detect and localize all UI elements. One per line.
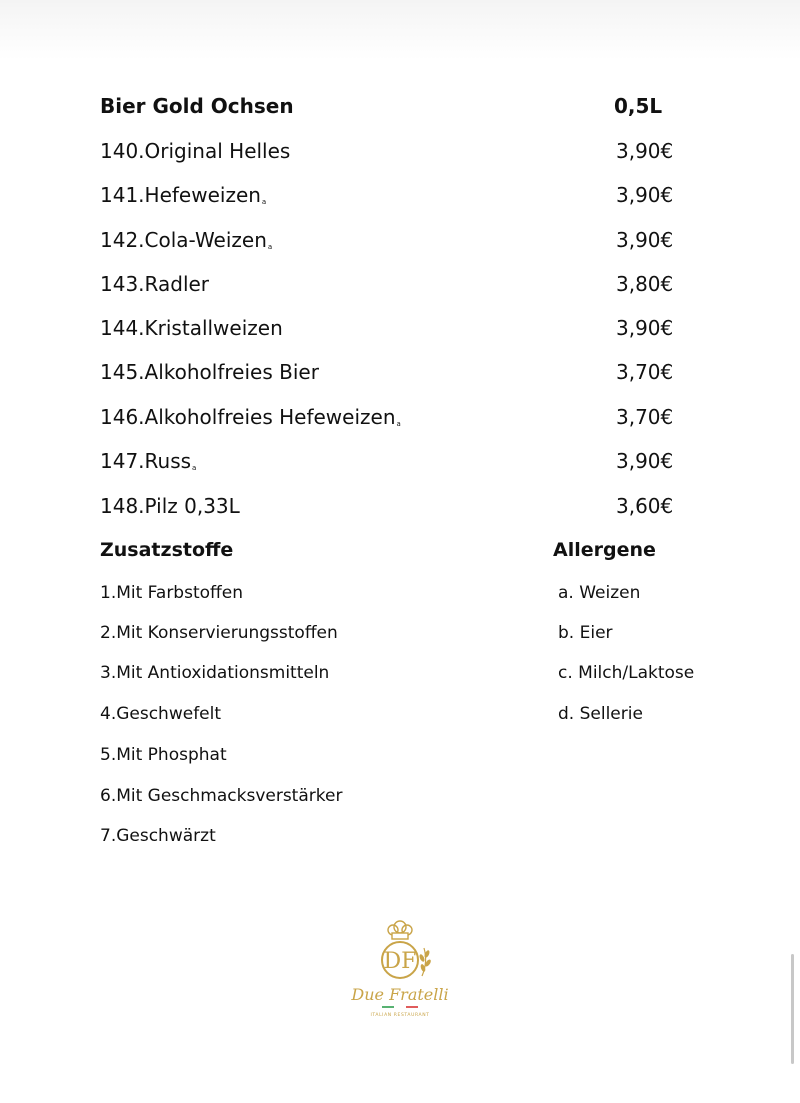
item-price: 3,90€ bbox=[616, 316, 674, 340]
menu-item bbox=[100, 183, 680, 213]
menu-item bbox=[100, 360, 680, 390]
section-size-label: 0,5L bbox=[614, 94, 663, 118]
item-name: 143.Radler bbox=[100, 272, 210, 296]
menu-item bbox=[100, 449, 680, 479]
item-price: 3,70€ bbox=[616, 360, 674, 384]
allergen-mark: a bbox=[267, 243, 273, 251]
scrollbar[interactable] bbox=[791, 954, 794, 1064]
item-price: 3,80€ bbox=[616, 272, 674, 296]
item-name: 147.Russa bbox=[100, 449, 197, 473]
menu-item bbox=[100, 494, 680, 524]
top-shade bbox=[0, 0, 800, 60]
additive-item: 6.Mit Geschmacksverstärker bbox=[100, 786, 343, 806]
additive-item: 1.Mit Farbstoffen bbox=[100, 583, 243, 603]
item-name: 148.Pilz 0,33L bbox=[100, 494, 240, 518]
item-name: 140.Original Helles bbox=[100, 139, 291, 163]
item-price: 3,90€ bbox=[616, 449, 674, 473]
item-name: 141.Hefeweizena bbox=[100, 183, 267, 207]
logo-name: Due Fratelli bbox=[351, 985, 449, 1004]
restaurant-logo bbox=[348, 918, 452, 1026]
allergen-mark: a bbox=[396, 420, 401, 428]
additive-item: 2.Mit Konservierungsstoffen bbox=[100, 623, 338, 643]
allergen-mark: a bbox=[261, 198, 267, 206]
chef-hat-icon bbox=[388, 921, 412, 939]
olive-branch-icon bbox=[418, 948, 431, 976]
allergen-item: b. Eier bbox=[558, 623, 613, 643]
additive-item: 5.Mit Phosphat bbox=[100, 745, 227, 765]
section-header bbox=[100, 94, 680, 122]
menu-item bbox=[100, 139, 680, 169]
menu-item bbox=[100, 228, 680, 258]
allergen-item: a. Weizen bbox=[558, 583, 641, 603]
monogram-text: DF bbox=[383, 949, 417, 974]
additive-item: 3.Mit Antioxidationsmitteln bbox=[100, 663, 330, 683]
menu-item bbox=[100, 405, 680, 435]
allergen-item: d. Sellerie bbox=[558, 704, 643, 724]
item-price: 3,90€ bbox=[616, 183, 674, 207]
additives-heading: Zusatzstoffe bbox=[100, 539, 234, 561]
item-price: 3,90€ bbox=[616, 228, 674, 252]
allergen-item: c. Milch/Laktose bbox=[558, 663, 695, 683]
item-name: 142.Cola-Weizena bbox=[100, 228, 273, 252]
menu-item bbox=[100, 316, 680, 346]
logo-tagline: ITALIAN RESTAURANT bbox=[370, 1013, 430, 1018]
additive-item: 4.Geschwefelt bbox=[100, 704, 222, 724]
section-title: Bier Gold Ochsen bbox=[100, 94, 294, 118]
allergens-heading: Allergene bbox=[553, 539, 656, 561]
menu-item bbox=[100, 272, 680, 302]
item-name: 144.Kristallweizen bbox=[100, 316, 283, 340]
item-name: 145.Alkoholfreies Bier bbox=[100, 360, 319, 384]
item-price: 3,60€ bbox=[616, 494, 674, 518]
item-price: 3,70€ bbox=[616, 405, 674, 429]
allergen-mark: a bbox=[192, 464, 197, 472]
item-name: 146.Alkoholfreies Hefeweizena bbox=[100, 405, 401, 429]
additive-item: 7.Geschwärzt bbox=[100, 826, 216, 846]
item-price: 3,90€ bbox=[616, 139, 674, 163]
